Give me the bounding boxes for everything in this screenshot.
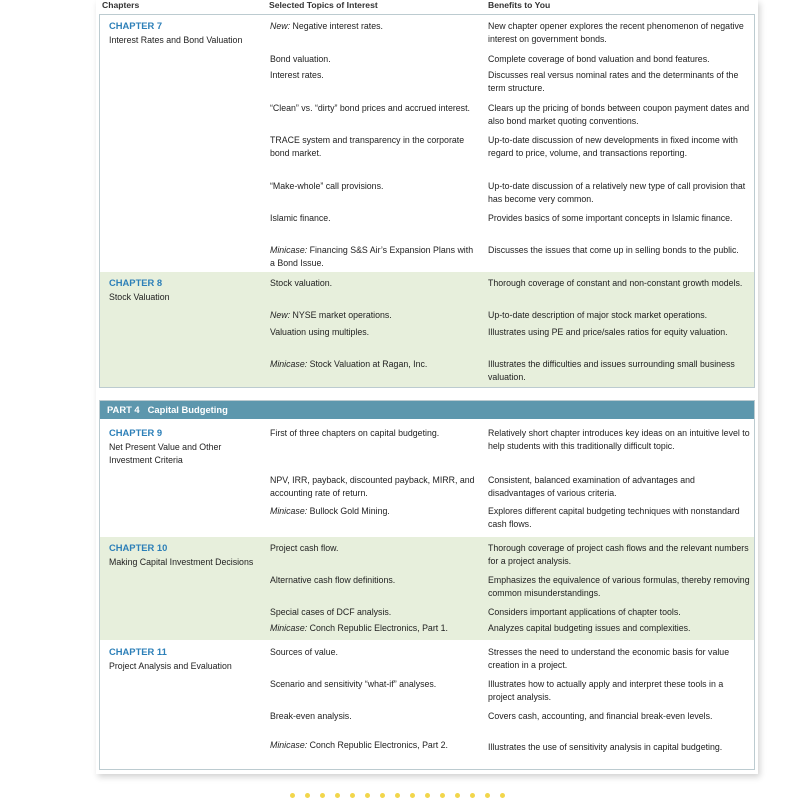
chapter-11-section [99,640,755,770]
benefit-item: Discusses the issues that come up in selling bonds to the public. [488,245,739,255]
benefit-item: Up-to-date description of major stock market operations. [488,310,708,320]
topic-item: Bond valuation. [270,54,331,64]
decorative-dot [470,793,475,798]
minicase-item: Minicase: Conch Republic Electronics, Part 1. [270,623,448,633]
benefit-item: Thorough coverage of constant and non-constant growth models. [488,278,743,288]
topic-item: Alternative cash flow definitions. [270,575,396,585]
benefit-item: New chapter opener explores the recent phenomenon of negative interest on government bonds. [488,21,744,44]
chapter-9-section [99,419,755,537]
benefit-item: Illustrates using PE and price/sales ratios for equity valuation. [488,327,728,337]
chapter-8-section [99,272,755,388]
part-4-header [99,400,755,419]
chapter-7-section [99,14,755,272]
decorative-dot [335,793,340,798]
benefit-item: Up-to-date discussion of new developments in fixed income with regard to price, volume, and transactions reporting. [488,135,738,158]
minicase-item: Minicase: Stock Valuation at Ragan, Inc. [270,359,428,369]
benefit-item: Complete coverage of bond valuation and bond features. [488,54,710,64]
chapter-10-section [99,537,755,640]
decorative-dot [455,793,460,798]
topic-item: “Clean” vs. “dirty” bond prices and accrued interest. [270,103,470,113]
minicase-item: Minicase: Bullock Gold Mining. [270,506,390,516]
topic-item: TRACE system and transparency in the corporate bond market. [270,135,465,158]
topic-item: Special cases of DCF analysis. [270,607,392,617]
minicase-item: Minicase: Financing S&S Air’s Expansion Plans with a Bond Issue. [270,245,474,268]
topic-item: Sources of value. [270,647,338,657]
decorative-dot [395,793,400,798]
benefit-item: Analyzes capital budgeting issues and complexities. [488,623,691,633]
topic-item: Interest rates. [270,70,324,80]
chapter-number: CHAPTER 11 [109,646,167,657]
column-header-benefits: Benefits to You [488,0,551,10]
part-title: Capital Budgeting [147,404,228,415]
chapter-title: Net Present Value and Other Investment Criteria [109,442,222,465]
column-header-chapters: Chapters [102,0,140,10]
chapter-title: Project Analysis and Evaluation [109,661,232,671]
topic-item: New: Negative interest rates. [270,21,383,31]
benefit-item: Stresses the need to understand the economic basis for value creation in a project. [488,647,730,670]
decorative-dot [380,793,385,798]
topic-item: Project cash flow. [270,543,339,553]
topic-item: New: NYSE market operations. [270,310,392,320]
part-number: PART 4 [107,404,140,415]
decorative-dot [440,793,445,798]
benefit-item: Explores different capital budgeting techniques with nonstandard cash flows. [488,506,740,529]
decorative-dots [290,790,520,800]
benefit-item: Covers cash, accounting, and financial break-even levels. [488,711,713,721]
benefit-item: Provides basics of some important concepts in Islamic finance. [488,213,733,223]
chapter-title: Stock Valuation [109,292,170,302]
benefit-item: Considers important applications of chapter tools. [488,607,681,617]
chapter-title: Making Capital Investment Decisions [109,557,254,567]
topic-item: Break-even analysis. [270,711,352,721]
textbook-page [96,0,758,774]
decorative-dot [320,793,325,798]
minicase-item: Minicase: Conch Republic Electronics, Part 2. [270,740,448,750]
chapter-number: CHAPTER 9 [109,427,163,438]
topic-item: Islamic finance. [270,213,331,223]
topic-item: First of three chapters on capital budgeting. [270,428,440,438]
decorative-dot [500,793,505,798]
benefit-item: Up-to-date discussion of a relatively new type of call provision that has become very common. [488,181,746,204]
chapter-number: CHAPTER 7 [109,20,163,31]
decorative-dot [305,793,310,798]
decorative-dot [350,793,355,798]
benefit-item: Relatively short chapter introduces key ideas on an intuitive level to help students with this traditionally difficult topic. [488,428,750,451]
chapter-title: Interest Rates and Bond Valuation [109,35,243,45]
topic-item: “Make-whole” call provisions. [270,181,384,191]
topic-item: Scenario and sensitivity “what-if” analyses. [270,679,437,689]
decorative-dot [365,793,370,798]
topic-item: Stock valuation. [270,278,333,288]
decorative-dot [425,793,430,798]
topic-item: Valuation using multiples. [270,327,370,337]
column-header-topics: Selected Topics of Interest [269,0,378,10]
decorative-dot [410,793,415,798]
decorative-dot [485,793,490,798]
benefit-item: Illustrates the difficulties and issues surrounding small business valuation. [488,359,735,382]
benefit-item: Discusses real versus nominal rates and the determinants of the term structure. [488,70,739,93]
benefit-item: Clears up the pricing of bonds between coupon payment dates and also bond market quoting conventions. [488,103,750,126]
chapter-number: CHAPTER 8 [109,277,163,288]
benefit-item: Thorough coverage of project cash flows and the relevant numbers for a project analysis. [488,543,749,566]
chapter-number: CHAPTER 10 [109,542,168,553]
topic-item: NPV, IRR, payback, discounted payback, MIRR, and accounting rate of return. [270,475,475,498]
benefit-item: Emphasizes the equivalence of various formulas, thereby removing common misunderstandings. [488,575,750,598]
benefit-item: Illustrates how to actually apply and interpret these tools in a project analysis. [488,679,724,702]
benefit-item: Illustrates the use of sensitivity analysis in capital budgeting. [488,742,723,752]
decorative-dot [290,793,295,798]
benefit-item: Consistent, balanced examination of advantages and disadvantages of various criteria. [488,475,695,498]
